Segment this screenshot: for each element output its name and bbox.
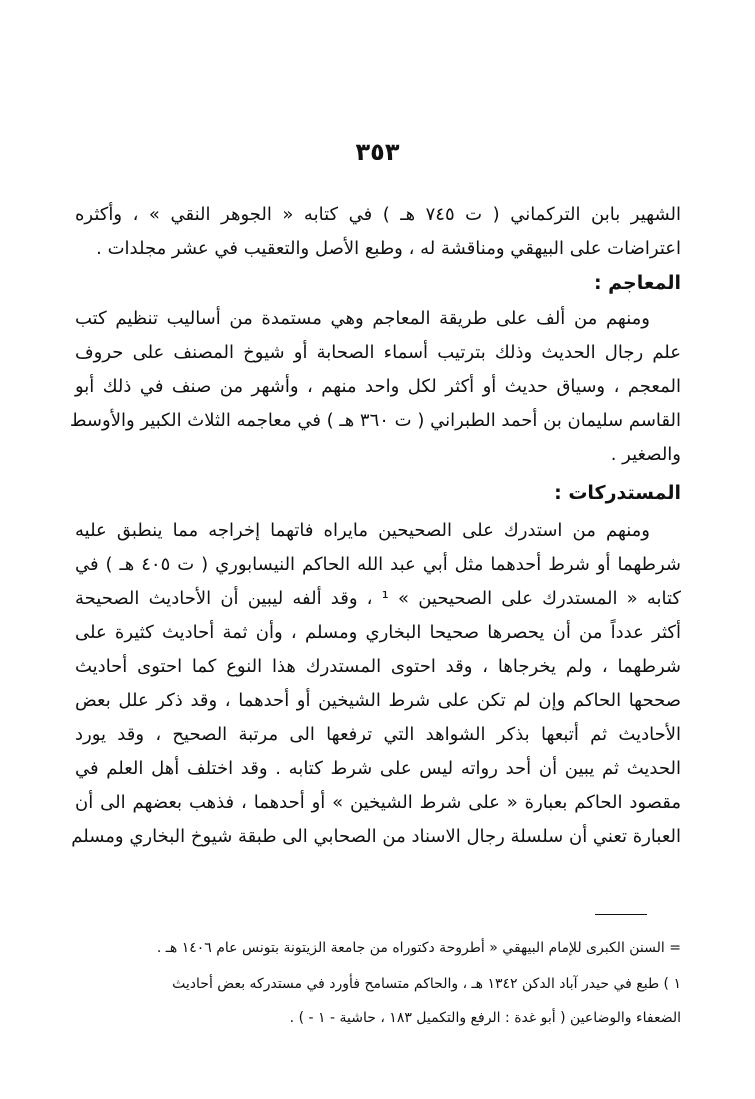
footnote-line: = السنن الكبرى للإمام البيهقي « أطروحة دكتوراه من جامعة الزيتونة بتونس عام ١٤٠٦ هـ . [156, 940, 681, 956]
footnote-line: ١ ) طبع في حيدر آباد الدكن ١٣٤٢ هـ ، والحاكم متسامح فأورد في مستدركه بعض أحاديث [172, 976, 681, 992]
section-heading-mu-ajim: المعاجم : [593, 272, 681, 294]
body-line: ومنهم من ألف على طريقة المعاجم وهي مستمدة من أساليب تنظيم كتب [75, 308, 650, 329]
body-line: صححها الحاكم وإن لم تكن على شرط الشيخين أو أحدهما ، وقد ذكر علل بعض [75, 690, 681, 711]
body-line: أكثر عدداً من أن يحصرها صحيحا البخاري ومسلم ، وأن ثمة أحاديث كثيرة على [75, 622, 681, 643]
body-line: كتابه « المستدرك على الصحيحين » ¹ ، وقد ألفه ليبين أن الأحاديث الصحيحة [75, 588, 681, 609]
body-line: الحديث ثم يبين أن أحد رواته ليس على شرط كتابه . وقد اختلف أهل العلم في [75, 758, 681, 779]
body-line: ومنهم من استدرك على الصحيحين مايراه فاتهما إخراجه مما ينطبق عليه [75, 520, 650, 541]
body-line: المعجم ، وسياق حديث أو أكثر لكل واحد منهم ، وأشهر من صنف في ذلك أبو [75, 376, 681, 397]
body-line: الشهير بابن التركماني ( ت ٧٤٥ هـ ) في كتابه « الجوهر النقي » ، وأكثره [75, 204, 681, 225]
body-line: والصغير . [610, 444, 681, 465]
body-line: اعتراضات على البيهقي ومناقشة له ، وطبع الأصل والتعقيب في عشر مجلدات . [96, 238, 681, 259]
body-line: مقصود الحاكم بعبارة « على شرط الشيخين » أو أحدهما ، فذهب بعضهم الى أن [75, 792, 681, 813]
body-line: العبارة تعني أن سلسلة رجال الاسناد من الصحابي الى طبقة شيوخ البخاري ومسلم [71, 826, 681, 847]
body-line: شرطهما ، ولم يخرجاها ، وقد احتوى المستدرك هذا النوع كما احتوى أحاديث [75, 656, 681, 677]
section-heading-mustadrakat: المستدركات : [554, 482, 681, 504]
footnote-divider [595, 914, 647, 915]
body-line: شرطهما أو شرط أحدهما مثل أبي عبد الله الحاكم النيسابوري ( ت ٤٠٥ هـ ) في [75, 554, 681, 575]
footnote-line: الضعفاء والوضاعين ( أبو غدة : الرفع والتكميل ١٨٣ ، حاشية - ١ - ) . [289, 1010, 681, 1026]
body-line: علم رجال الحديث وذلك بترتيب أسماء الصحابة أو شيوخ المصنف على حروف [75, 342, 681, 363]
page-number: ٣٥٣ [355, 138, 400, 166]
body-line: القاسم سليمان بن أحمد الطبراني ( ت ٣٦٠ هـ ) في معاجمه الثلاث الكبير والأوسط [69, 410, 681, 431]
body-line: الأحاديث ثم أتبعها بذكر الشواهد التي ترفعها الى مرتبة الصحيح ، وقد يورد [75, 724, 681, 745]
